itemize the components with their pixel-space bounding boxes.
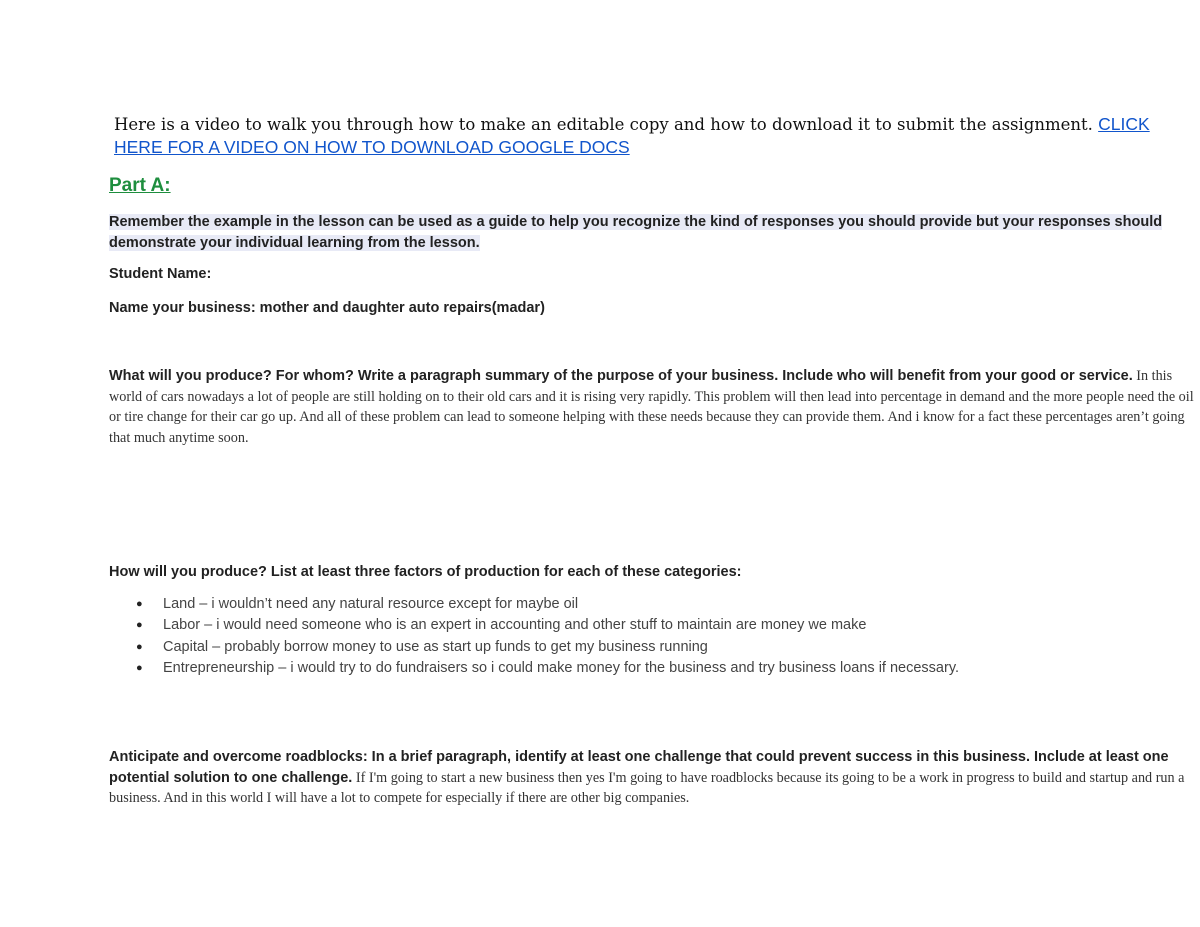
reminder-highlight: Remember the example in the lesson can be used as a guide to help you recognize the kind of responses you should provide but your responses should demonstrate your individual learning from the lesson. — [109, 214, 1163, 251]
question-1-answer: In this world of cars nowadays a lot of people are still holding on to their old cars and it is rising very rapidly. This problem will then lead into percentage in demand and the more people need the oil or tire change for their car go up. And all of these problem can lead to someone helping with these needs because they can provide them. And i know for a fact these percentages aren’t going that much anytime soon. — [109, 368, 1194, 446]
factor-capital: Capital – probably borrow money to use as start up funds to get my business running — [163, 638, 708, 655]
question-3-prompt: Anticipate and overcome roadblocks: In a brief paragraph, identify at least one challenge that could prevent success in this business. Include at least one potential solution to one challenge. — [109, 749, 1169, 786]
part-a-heading: Part A: — [109, 175, 171, 196]
business-name: Name your business: mother and daughter auto repairs(madar) — [109, 300, 545, 316]
list-item — [136, 637, 959, 658]
list-item — [136, 658, 959, 679]
bullet-icon: ● — [136, 619, 143, 632]
list-item — [136, 594, 959, 615]
question-1-prompt: What will you produce? For whom? Write a paragraph summary of the purpose of your business. Include who will benefit from your good or service. — [109, 368, 1133, 384]
reminder-text — [109, 212, 1169, 254]
list-item — [136, 615, 959, 636]
video-link[interactable]: CLICK HERE FOR A VIDEO ON HOW TO DOWNLOAD GOOGLE DOCS — [114, 114, 1150, 157]
question-2-prompt: How will you produce? List at least three factors of production for each of these categories: — [109, 564, 742, 580]
question-3-answer: If I'm going to start a new business then yes I'm going to have roadblocks because its going to be a work in progress to build and startup and run a business. And in this world I will have a lot to compete for especially if there are other big companies. — [109, 769, 1185, 806]
factor-labor: Labor – i would need someone who is an expert in accounting and other stuff to maintain are money we make — [163, 617, 867, 634]
factors-list — [136, 594, 959, 679]
question-3 — [109, 747, 1199, 809]
factor-entrepreneurship: Entrepreneurship – i would try to do fundraisers so i could make money for the business and try business loans if necessary. — [163, 659, 960, 676]
intro-paragraph — [114, 113, 1194, 159]
factor-land: Land – i wouldn’t need any natural resource except for maybe oil — [163, 596, 579, 612]
question-1 — [109, 366, 1199, 448]
bullet-icon: ● — [136, 598, 143, 610]
intro-text: Here is a video to walk you through how to make an editable copy and how to download it to submit the assignment. — [114, 115, 1099, 134]
bullet-icon: ● — [136, 640, 143, 653]
bullet-icon: ● — [136, 661, 143, 674]
student-name-label: Student Name: — [109, 266, 212, 282]
